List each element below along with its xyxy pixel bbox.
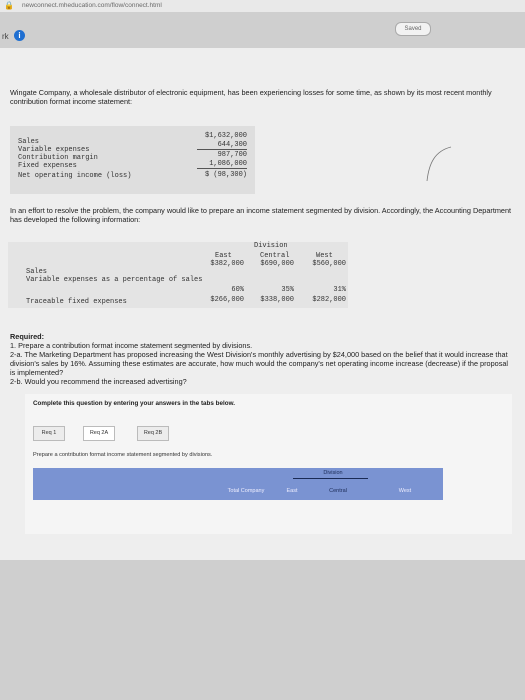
tab-req-2b[interactable]: Req 2B [137,426,169,441]
col-total-company: Total Company [227,488,265,494]
row-sales-label: Sales [26,268,48,276]
url-text: newconnect.mheducation.com/flow/connect.html [22,2,162,9]
col-answer-east: East [286,488,298,494]
row-variable-label: Variable expenses as a percentage of sales [26,276,203,284]
col-central: Central [260,252,290,260]
is-value-fixed: 1,086,000 [197,160,247,169]
division-title: Division [254,242,288,250]
is-label-variable: Variable expenses [18,146,90,154]
col-west: West [316,252,333,260]
fixed-west: $282,000 [312,296,346,304]
segment-intro-text: In an effort to resolve the problem, the company would like to prepare an income statement segmented by division. Accordingly, the Accounting Department has developed the following information: [10,206,512,224]
var-central: 35% [281,286,294,294]
answer-instruction: Complete this question by entering your answers in the tabs below. [33,400,235,407]
is-label-fixed: Fixed expenses [18,162,77,170]
required-item-1: 1. Prepare a contribution format income statement segmented by divisions. [10,341,253,350]
is-label-noi: Net operating income (loss) [18,172,132,180]
context-label: rk [2,32,9,41]
col-east: East [215,252,232,260]
answer-prompt: Prepare a contribution format income statement segmented by divisions. [33,452,213,458]
is-label-sales: Sales [18,138,40,146]
division-table [8,242,348,308]
is-label-cm: Contribution margin [18,154,98,162]
saved-indicator: Saved [395,22,431,36]
lock-icon: 🔒 [4,1,14,10]
fixed-east: $266,000 [210,296,244,304]
question-content [0,48,525,560]
answer-table-header [33,468,443,500]
fixed-central: $338,000 [260,296,294,304]
sales-east: $382,000 [210,260,244,268]
answer-division-label: Division [323,470,343,476]
income-statement [10,126,255,194]
division-underline [293,478,368,479]
required-item-2a: 2-a. The Marketing Department has proposed increasing the West Division's monthly advertising by $24,000 based on the belief that it would increase that division's sales by 16%. Assuming these estimates are accurate, how much would the company's net operating income increase (decrease) if the proposal is implemented? [10,350,509,377]
is-value-sales: $1,632,000 [204,132,247,140]
browser-address-bar[interactable] [0,0,525,12]
required-section [10,332,515,386]
intro-text: Wingate Company, a wholesale distributor of electronic equipment, has been experiencing losses for some time, as shown by its most recent monthly contribution format income statement: [10,88,492,106]
is-value-cm: 987,700 [217,151,247,159]
answer-box [25,394,512,534]
info-icon[interactable]: i [14,30,25,41]
required-item-2b: 2-b. Would you recommend the increased advertising? [10,377,187,386]
is-value-noi: $ (98,300) [204,171,247,179]
sales-west: $560,000 [312,260,346,268]
row-fixed-label: Traceable fixed expenses [26,298,127,306]
var-west: 31% [333,286,346,294]
screen-bezel [0,560,525,700]
col-answer-central: Central [329,488,347,494]
tab-req-1[interactable]: Req 1 [33,426,65,441]
stray-mark [425,143,455,183]
required-title: Required: [10,332,45,341]
var-east: 60% [231,286,244,294]
is-value-variable: 644,300 [197,141,247,150]
col-answer-west: West [398,488,412,494]
tab-req-2a[interactable]: Req 2A [83,426,115,441]
sales-central: $690,000 [260,260,294,268]
